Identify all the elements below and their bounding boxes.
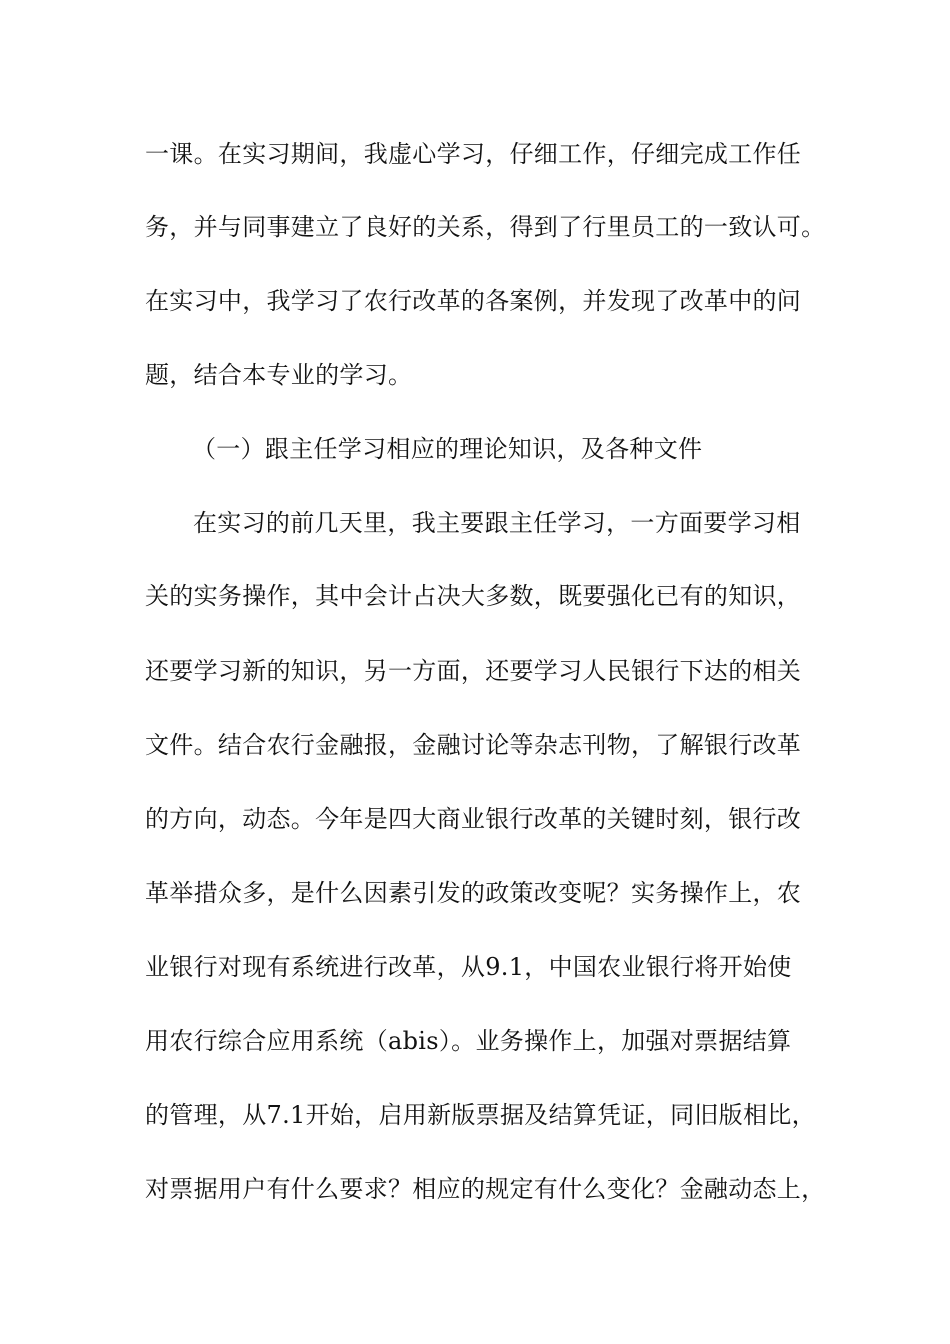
body-text-line: 一课。在实习期间，我虚心学习，仔细工作，仔细完成工作任 <box>145 140 802 168</box>
section-heading: （一）跟主任学习相应的理论知识，及各种文件 <box>192 435 703 463</box>
body-text-line: 对票据用户有什么要求？相应的规定有什么变化？金融动态上， <box>145 1175 826 1203</box>
body-text-line: 用农行综合应用系统（abis）。业务操作上，加强对票据结算 <box>145 1027 792 1055</box>
body-text-line: 业银行对现有系统进行改革，从9.1，中国农业银行将开始使 <box>145 953 792 981</box>
body-text-line: 的方向，动态。今年是四大商业银行改革的关键时刻，银行改 <box>145 805 802 833</box>
body-text-line: 在实习中，我学习了农行改革的各案例，并发现了改革中的问 <box>145 287 802 315</box>
paragraph-first-line: 在实习的前几天里，我主要跟主任学习，一方面要学习相 <box>193 509 801 537</box>
body-text-line: 关的实务操作，其中会计占决大多数，既要强化已有的知识， <box>145 582 802 610</box>
body-text-line: 革举措众多，是什么因素引发的政策改变呢？实务操作上，农 <box>145 879 802 907</box>
body-text-line: 的管理，从7.1开始，启用新版票据及结算凭证，同旧版相比， <box>145 1101 816 1129</box>
body-text-line: 还要学习新的知识，另一方面，还要学习人民银行下达的相关 <box>145 657 802 685</box>
body-text-line: 题，结合本专业的学习。 <box>145 361 413 389</box>
body-text-line: 务，并与同事建立了良好的关系，得到了行里员工的一致认可。 <box>145 213 826 241</box>
body-text-line: 文件。结合农行金融报，金融讨论等杂志刊物，了解银行改革 <box>145 731 802 759</box>
